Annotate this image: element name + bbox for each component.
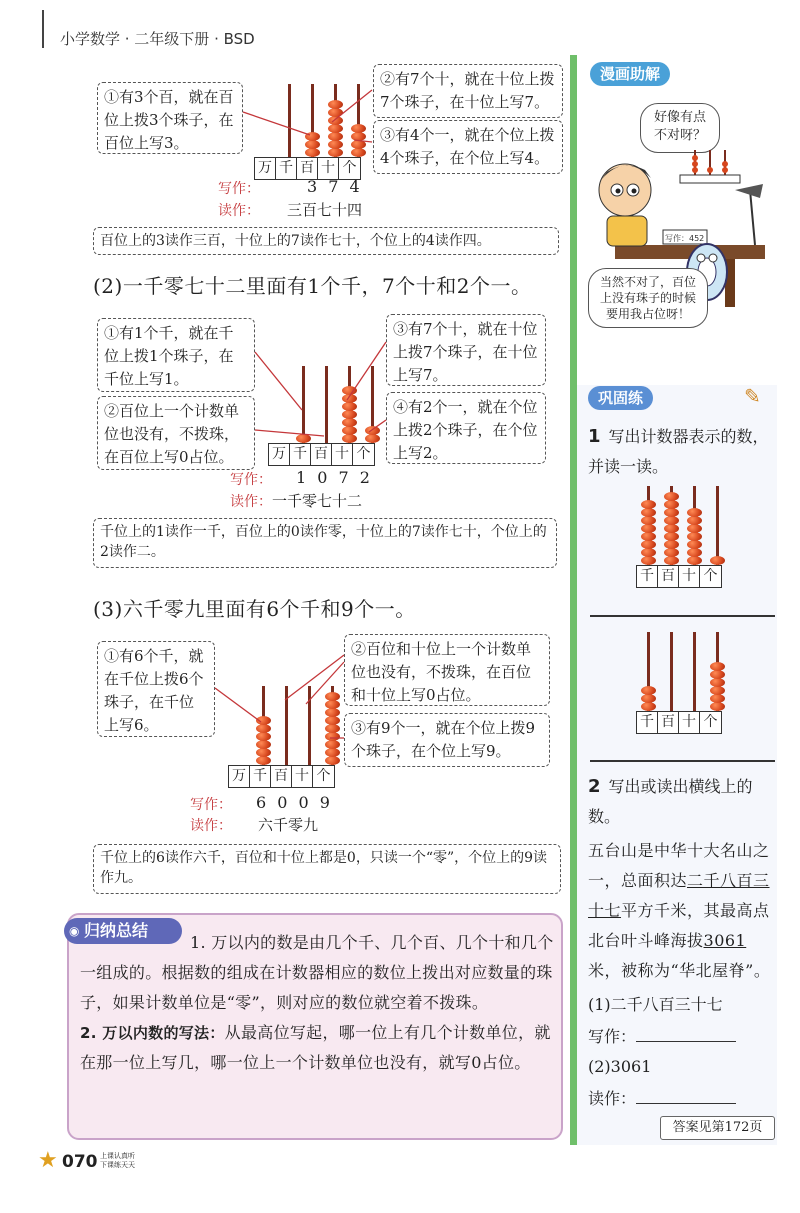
s3-title: (3)六千零九里面有6个千和9个一。	[93, 597, 416, 621]
s3-write-value: 6 0 0 9	[256, 793, 333, 812]
comic-abacus-frame	[680, 175, 740, 183]
q2-text: 写出或读出横线上的数。	[588, 777, 753, 826]
s1-write-value: 3 7 4	[307, 177, 363, 196]
q2-underlined-2: 3061	[703, 931, 747, 950]
s2-box2: ②百位上一个计数单位也没有，不拨珠，在百位上写0占位。	[97, 396, 255, 470]
comic-bead	[692, 167, 698, 173]
abacus-bead	[710, 556, 725, 565]
answer-line-1[interactable]	[590, 615, 775, 617]
s2-box1: ①有1个千，就在千位上拨1个珠子，在千位上写1。	[97, 318, 255, 392]
q2-number: 2	[588, 776, 601, 797]
abacus-bead	[710, 662, 725, 671]
comic-bubble-1: 好像有点不对呀？	[640, 103, 720, 153]
comic-bead	[692, 155, 698, 161]
abacus-bead	[687, 556, 702, 565]
comic-bead	[707, 167, 713, 173]
abacus-bead	[664, 540, 679, 549]
place-label: 千	[637, 566, 658, 587]
q2-story-c: 米，被称为“华北屋脊”。	[588, 961, 771, 980]
practice-badge: 巩固练	[588, 386, 653, 410]
s1-read-value: 三百七十四	[287, 201, 363, 219]
abacus-bead	[641, 556, 656, 565]
s3-line-1	[215, 688, 261, 722]
q2-item1: (1)二千八百三十七	[588, 995, 723, 1014]
place-label: 个	[356, 446, 371, 462]
abacus-bead	[687, 508, 702, 517]
s2-title: (2)一千零七十二里面有1个千，7个十和2个一。	[93, 274, 532, 298]
abacus-rod	[716, 486, 719, 565]
page-number: 070	[62, 1152, 98, 1172]
abacus-bead	[641, 702, 656, 711]
abacus-bead	[664, 516, 679, 525]
answer-ref: 答案见第172页	[660, 1116, 775, 1140]
s2-read-label: 读作：	[230, 494, 272, 510]
place-label: 百	[271, 766, 292, 787]
footer-slogan-1: 上课认真听	[100, 1152, 135, 1160]
place-label: 千	[637, 712, 658, 733]
s3-box2: ②百位和十位上一个计数单位也没有，不拨珠，在百位和十位上写0占位。	[344, 634, 550, 706]
abacus-bead	[641, 540, 656, 549]
abacus-bead	[641, 500, 656, 509]
place-label: 个	[342, 160, 357, 176]
abacus-bead	[710, 694, 725, 703]
comic-bead	[722, 161, 728, 167]
s1-box3: ③有4个一，就在个位上拨4个珠子，在个位上写4。	[373, 120, 563, 174]
abacus-bead	[664, 548, 679, 557]
place-label: 个	[703, 568, 718, 584]
abacus-rod	[693, 632, 696, 711]
s3-read-label: 读作：	[190, 818, 232, 834]
abacus-bead	[664, 524, 679, 533]
abacus-rod	[670, 632, 673, 711]
s3-write-label: 写作：	[190, 797, 232, 813]
star-icon: ★	[38, 1148, 58, 1173]
q1	[588, 422, 773, 482]
place-label: 千	[290, 444, 311, 465]
s3-box3: ③有9个一，就在个位上拨9个珠子，在个位上写9。	[344, 713, 550, 767]
summary-p2-wrap	[80, 1018, 558, 1078]
s2-box3: ③有7个十，就在十位上拨7个珠子，在十位上写7。	[386, 314, 546, 386]
place-label: 万	[269, 444, 290, 465]
boy-pupil	[632, 189, 637, 194]
footer-slogan	[100, 1152, 135, 1170]
pencil-icon: ✎	[744, 384, 761, 408]
q2-story-a: 五台山是中华十大名山之一，总面积达	[588, 841, 770, 890]
s2-write-label: 写作：	[230, 472, 272, 488]
q2	[588, 772, 773, 832]
boy-pupil	[616, 189, 621, 194]
abacus-place-labels	[636, 711, 722, 734]
abacus-bead	[641, 516, 656, 525]
abacus-bead	[687, 540, 702, 549]
place-label: 个	[703, 714, 718, 730]
summary-text	[80, 928, 558, 1078]
place-label: 千	[276, 158, 297, 179]
abacus-bead	[687, 516, 702, 525]
abacus-bead	[710, 678, 725, 687]
abacus-bead	[687, 548, 702, 557]
abacus-bead	[641, 532, 656, 541]
boy-shirt	[607, 216, 647, 246]
s2-box4: ④有2个一，就在个位上拨2个珠子，在个位上写2。	[386, 392, 546, 464]
s3-line-3	[306, 662, 344, 704]
s3-note: 千位上的6读作六千，百位和十位上都是0，只读一个“零”，个位上的9读作九。	[93, 844, 561, 894]
summary-p1: 1. 万以内的数是由几个千、几个百、几个十和几个一组成的。根据数的组成在计数器相应的数位上拨出对应数量的珠子，如果计数单位是“零”，则对应的数位就空着不拨珠。	[80, 933, 554, 1012]
q2-story	[588, 836, 774, 986]
place-label: 百	[658, 712, 679, 733]
q2-item2-blank[interactable]	[636, 1084, 736, 1104]
place-label: 十	[679, 566, 700, 587]
q1-text: 写出计数器表示的数，并读一读。	[588, 427, 769, 476]
place-label: 百	[658, 566, 679, 587]
practice-abacus-2	[636, 628, 728, 734]
comic-bead	[692, 161, 698, 167]
q2-item1-label: 写作：	[588, 1027, 637, 1046]
summary-tag: ◉ 归纳总结	[64, 918, 182, 944]
abacus-bead	[641, 694, 656, 703]
abacus-bead	[641, 508, 656, 517]
s2-note: 千位上的1读作一千，百位上的0读作零，十位上的7读作七十，个位上的2读作二。	[93, 518, 557, 568]
place-label: 十	[318, 158, 339, 179]
q2-item1-blank[interactable]	[636, 1022, 736, 1042]
s2-write-value: 1 0 7 2	[296, 468, 373, 487]
s3-read-value: 六千零九	[258, 816, 319, 834]
comic-badge: 漫画助解	[590, 62, 670, 86]
footer-slogan-2: 下课练天天	[100, 1161, 135, 1169]
comic-bead	[722, 167, 728, 173]
summary-p2: 从最高位写起，哪一位上有几个计数单位，就在那一位上写几，哪一位上一个计数单位也没有，就写0占位。	[80, 1023, 551, 1072]
s1-box2: ②有7个十，就在十位上拨7个珠子，在十位上写7。	[373, 64, 563, 118]
s1-write-label: 写作：	[218, 181, 260, 197]
abacus-place-labels	[636, 565, 722, 588]
s1-note: 百位上的3读作三百，十位上的7读作七十，个位上的4读作四。	[93, 227, 559, 255]
s1-box1: ①有3个百，就在百位上拨3个珠子，在百位上写3。	[97, 82, 243, 154]
s1-read-label: 读作：	[218, 203, 260, 219]
place-label: 十	[292, 766, 313, 787]
abacus-bead	[687, 524, 702, 533]
abacus-bead	[664, 508, 679, 517]
lamp-stem	[750, 190, 755, 245]
comic-paper-text: 写作：452	[665, 234, 705, 243]
place-label: 十	[679, 712, 700, 733]
q2-story-b: 平方千米，其最高点北台叶斗峰海拔	[588, 901, 770, 950]
header-title: 小学数学 · 二年级下册 · BSD	[60, 30, 255, 48]
lamp-shade	[735, 184, 763, 198]
q2-item2: (2)3061	[588, 1057, 652, 1076]
abacus-bead	[664, 492, 679, 501]
summary-p2-heading: 2. 万以内数的写法：	[80, 1024, 225, 1042]
boy-head	[599, 164, 651, 216]
place-label: 个	[316, 768, 331, 784]
abacus-bead	[641, 548, 656, 557]
q2-item1-answer	[588, 1022, 736, 1052]
abacus-bead	[687, 532, 702, 541]
place-label: 万	[255, 158, 276, 179]
answer-line-2[interactable]	[590, 760, 775, 762]
place-label: 百	[311, 444, 332, 465]
abacus-bead	[641, 524, 656, 533]
place-label: 万	[229, 766, 250, 787]
place-label: 十	[332, 444, 353, 465]
zero-eye	[697, 254, 705, 262]
zero-eye	[709, 254, 717, 262]
place-label: 千	[250, 766, 271, 787]
abacus-bead	[710, 702, 725, 711]
practice-abacus-1	[636, 482, 728, 588]
s3-line-2	[285, 655, 344, 700]
abacus-bead	[710, 686, 725, 695]
abacus-bead	[710, 670, 725, 679]
s3-box1: ①有6个千，就在千位上拨6个珠子，在千位上写6。	[97, 641, 215, 737]
abacus-bead	[664, 556, 679, 565]
abacus-bead	[664, 532, 679, 541]
abacus-bead	[641, 686, 656, 695]
s2-read-value: 一千零七十二	[272, 492, 363, 510]
q1-number: 1	[588, 426, 601, 447]
place-label: 百	[297, 158, 318, 179]
comic-bubble-2: 当然不对了，百位上没有珠子的时候要用我占位呀！	[588, 268, 708, 328]
abacus-bead	[664, 500, 679, 509]
q2-item2-answer	[588, 1084, 736, 1114]
q2-underlined-1: 二千八百三十七	[588, 871, 770, 920]
q2-item2-label: 读作：	[588, 1089, 637, 1108]
